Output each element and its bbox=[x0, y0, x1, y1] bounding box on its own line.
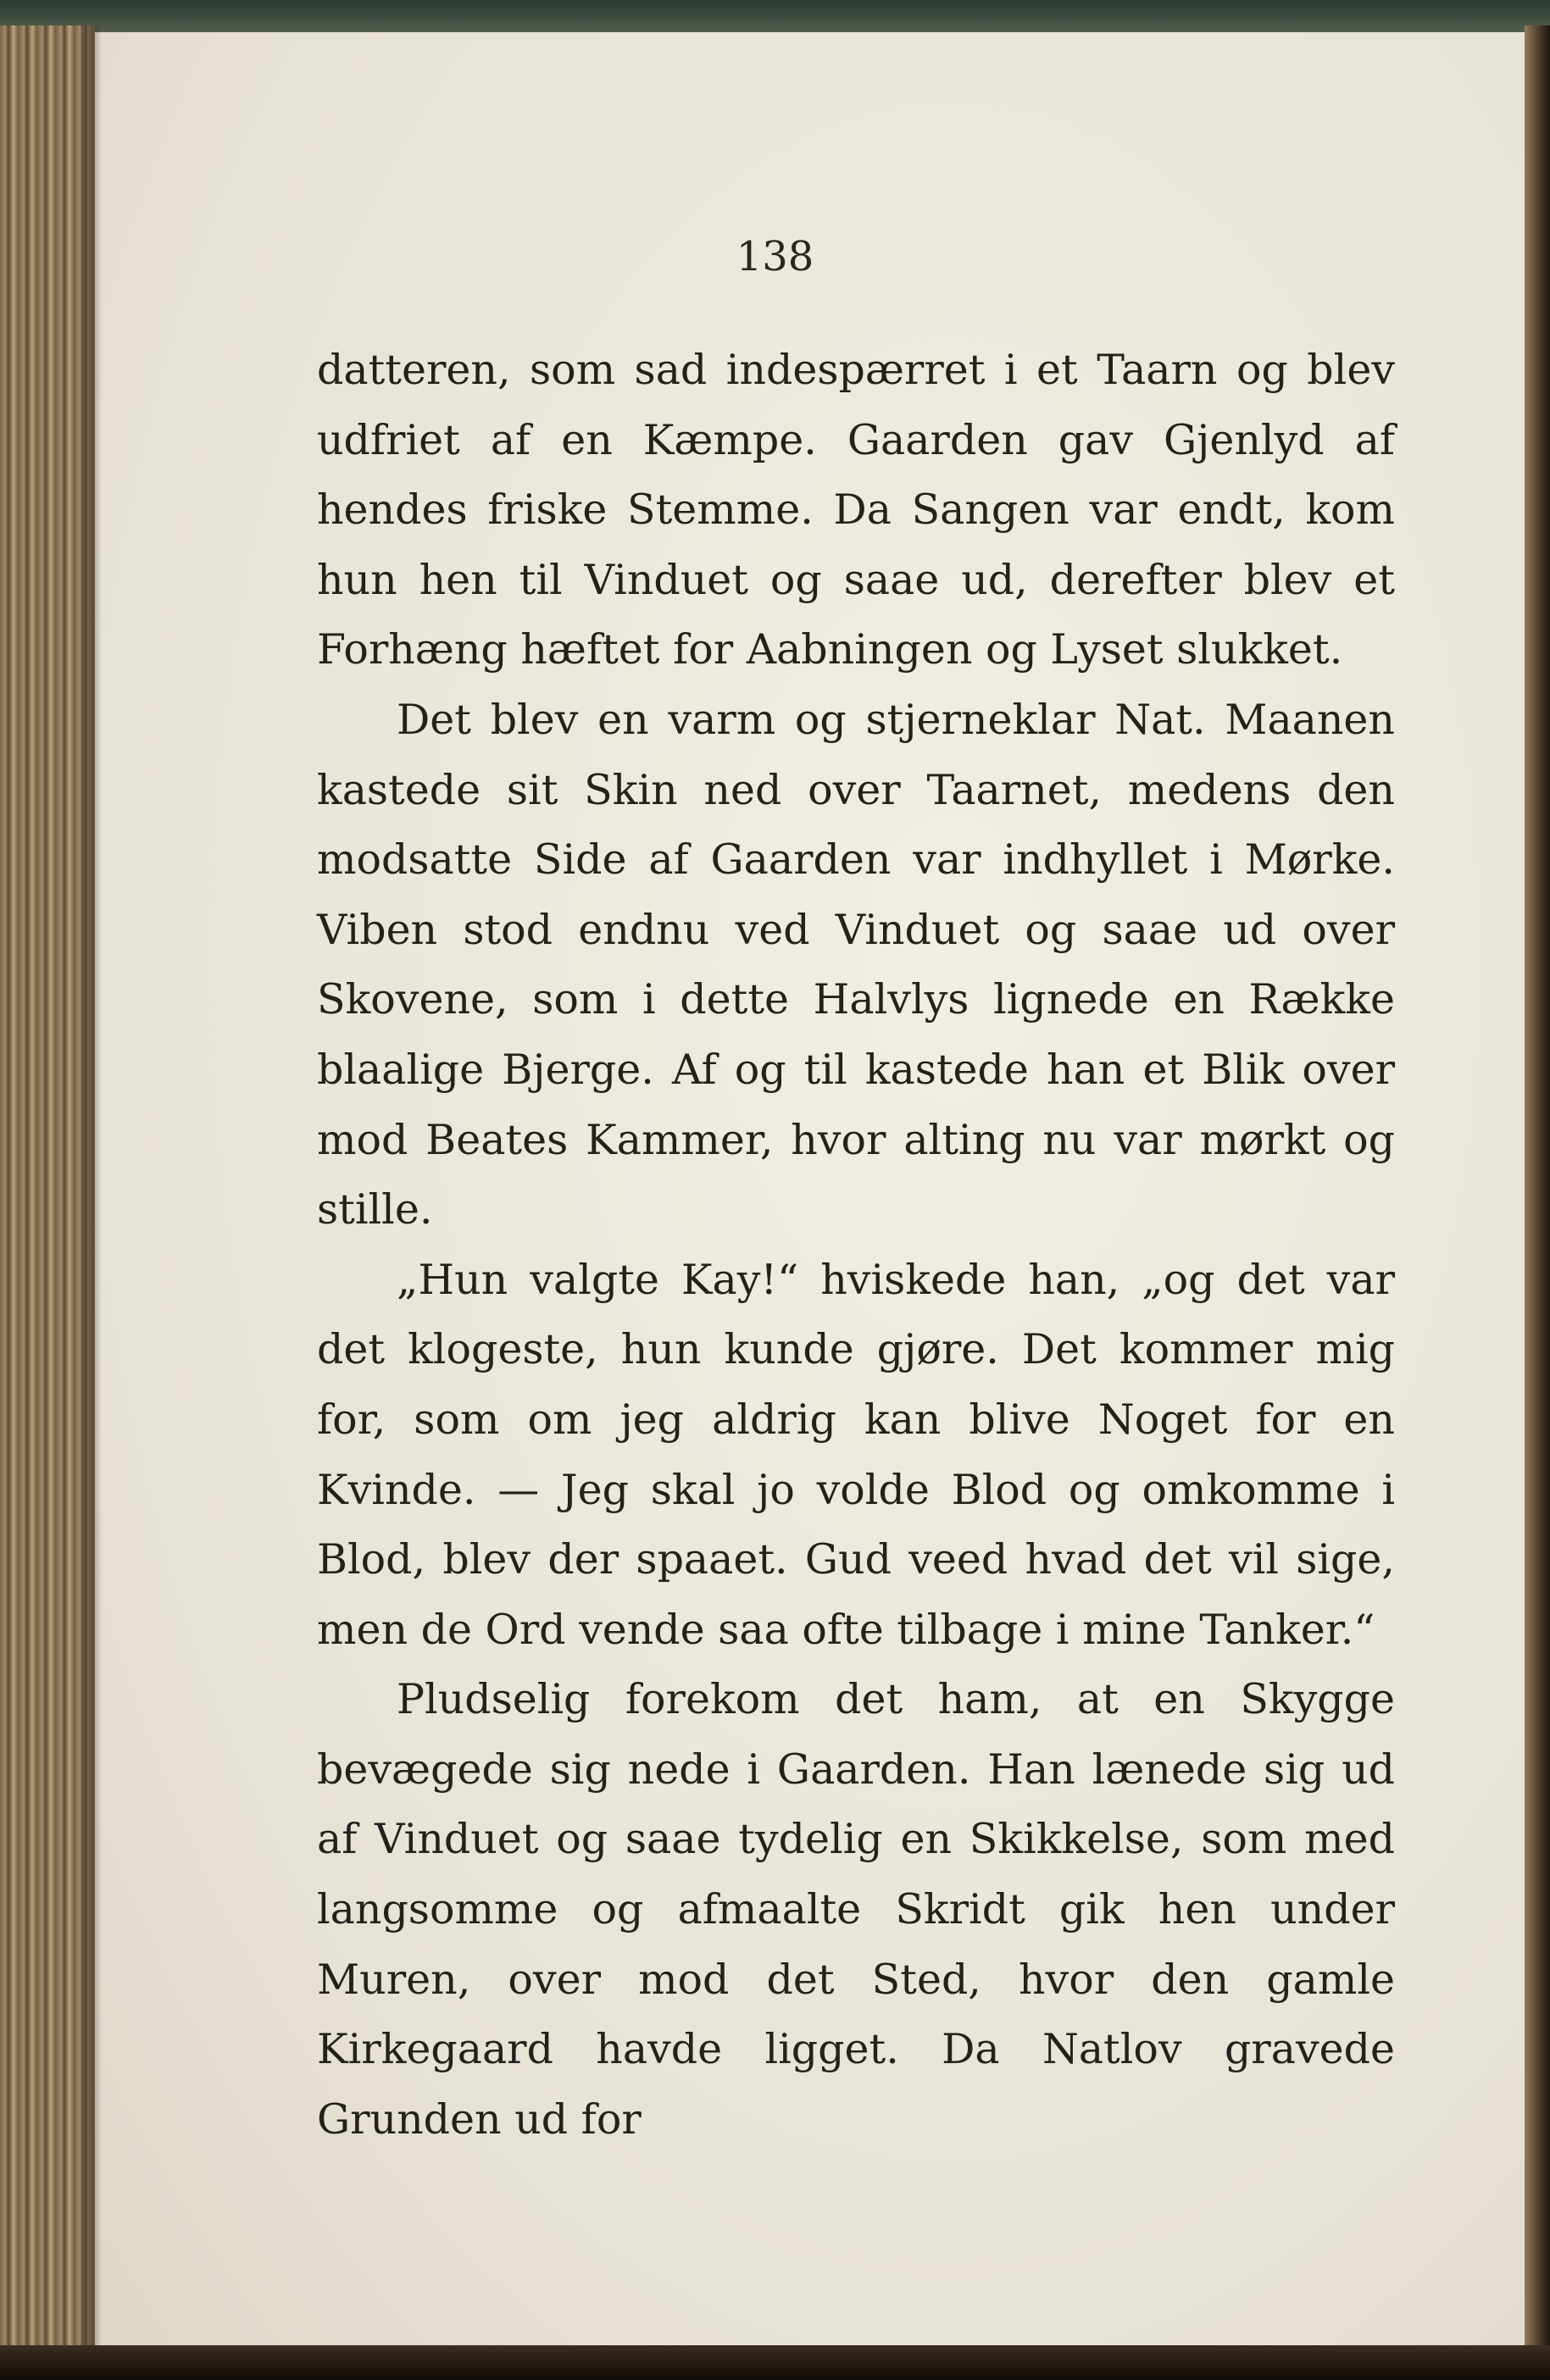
paragraph: „Hun valgte Kay!“ hviskede han, „og det var det klogeste, hun kunde gjøre. Det kommer mig for, som om jeg aldrig kan blive Noget for en Kvinde. — Jeg skal jo volde Blod og omkomme i Blod, blev der spaaet. Gud veed hvad det vil sige, men de Ord vende saa ofte tilbage i mine Tanker.“ bbox=[317, 1255, 1395, 1654]
page-block-edge bbox=[0, 25, 95, 2347]
paragraph: Pludselig forekom det ham, at en Skygge bevægede sig nede i Gaarden. Han lænede sig ud af Vinduet og saae tydelig en Skikkelse, som med langsomme og afmaalte Skridt gik hen under Muren, over mod det Sted, hvor den gamle Kirkegaard havde ligget. Da Natlov gravede Grunden ud for bbox=[317, 1675, 1395, 2144]
paragraph: Det blev en varm og stjerneklar Nat. Maanen kastede sit Skin ned over Taarnet, medens den modsatte Side af Gaarden var indhyllet i Mørke. Viben stod endnu ved Vinduet og saae ud over Skovene, som i dette Halvlys lignede en Række blaalige Bjerge. Af og til kastede han et Blik over mod Beates Kammer, hvor alting nu var mørkt og stille. bbox=[317, 695, 1395, 1234]
book-top-edge bbox=[0, 0, 1550, 34]
book-bottom-edge bbox=[0, 2345, 1550, 2380]
paragraph: datteren, som sad indespærret i et Taarn og blev udfriet af en Kæmpe. Gaarden gav Gjenlyd af hendes friske Stemme. Da Sangen var endt, kom hun hen til Vinduet og saae ud, derefter blev et Forhæng hæftet for Aabningen og Lyset slukket. bbox=[317, 346, 1395, 674]
page-number: 138 bbox=[736, 233, 814, 280]
book-right-edge bbox=[1525, 25, 1550, 2380]
gutter-shadow bbox=[85, 25, 102, 2347]
body-text bbox=[317, 336, 1395, 2155]
